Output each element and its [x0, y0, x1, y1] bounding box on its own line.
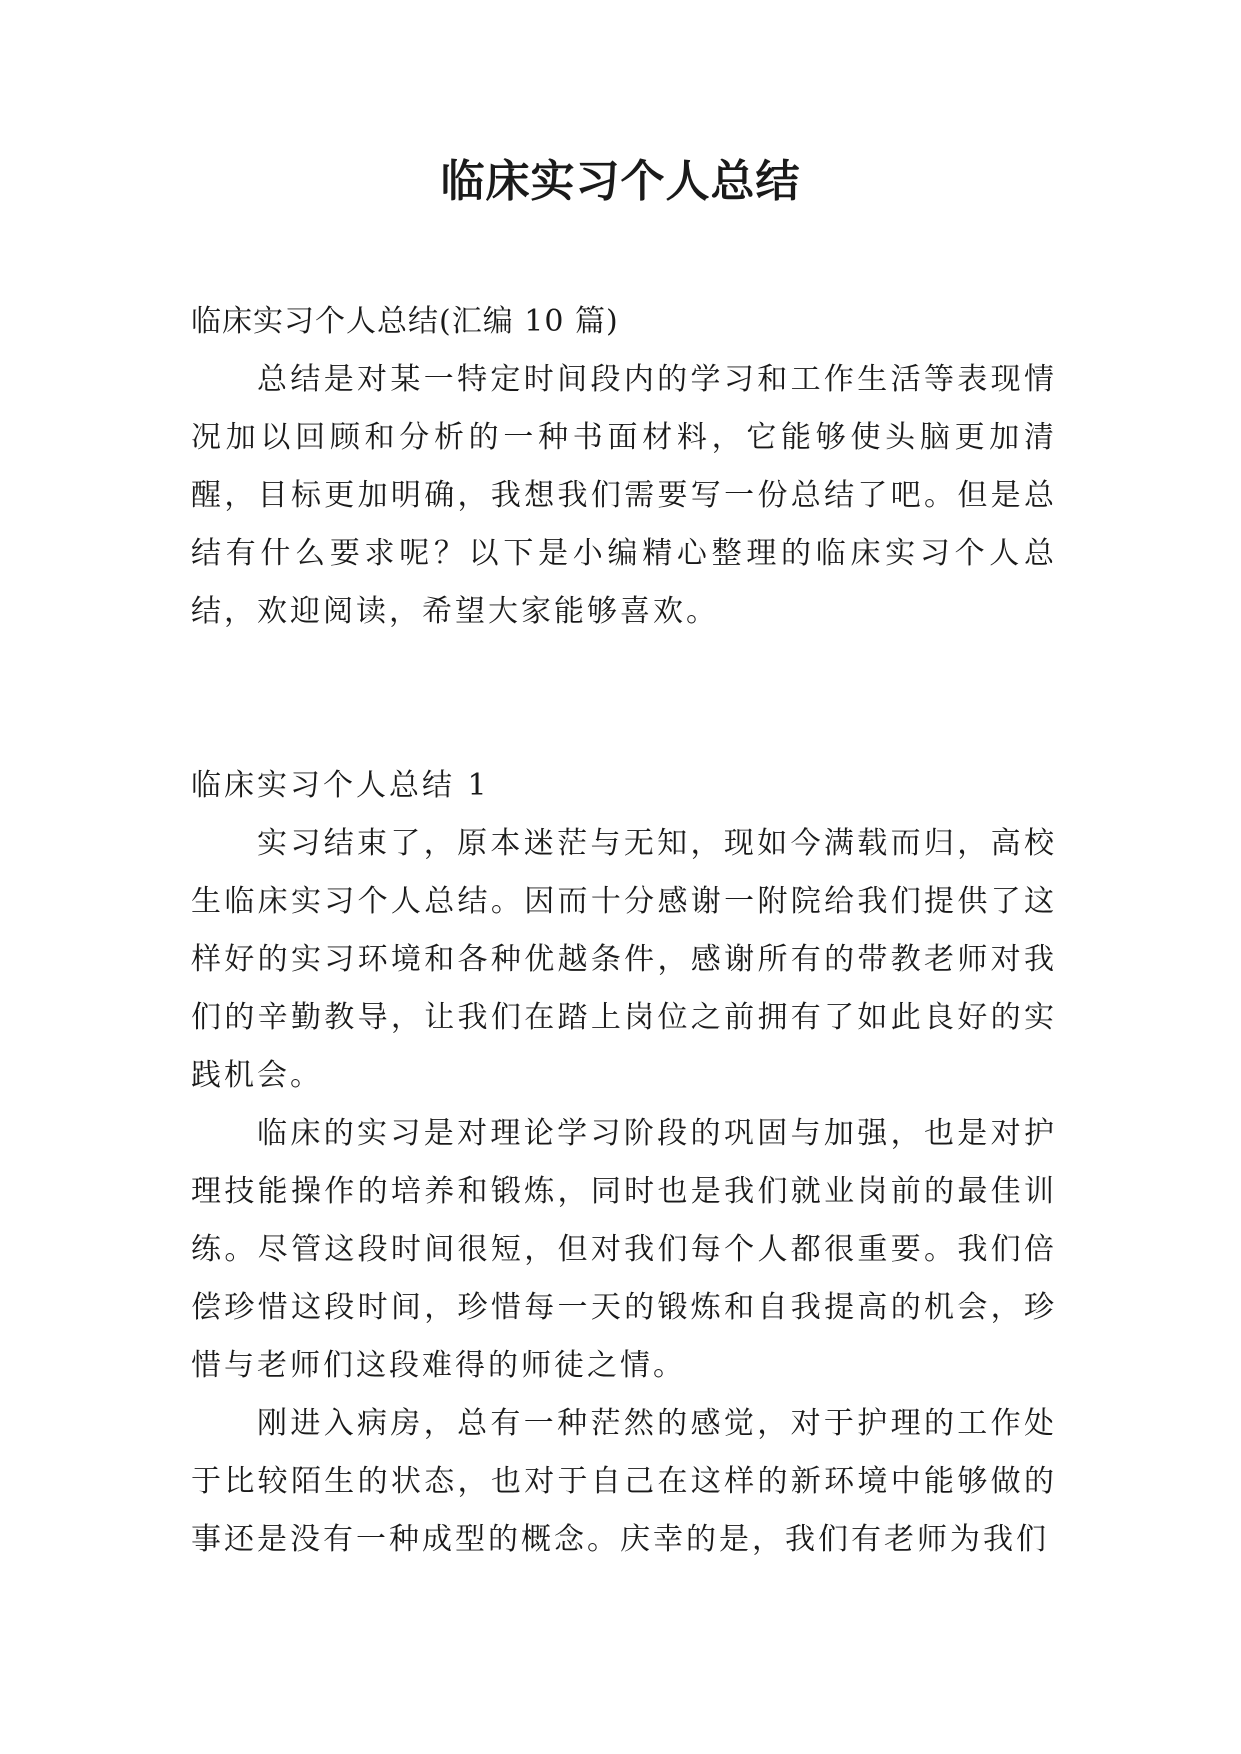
section-paragraph: 刚进入病房，总有一种茫然的感觉，对于护理的工作处于比较陌生的状态，也对于自己在这样的新环境中能够做的事还是没有一种成型的概念。庆幸的是，我们有老师为我们: [191, 1406, 1057, 1557]
section-heading: 临床实习个人总结 1: [191, 768, 490, 803]
section-spacer: [191, 641, 1057, 757]
document-title: 临床实习个人总结: [440, 156, 801, 207]
document-body: [191, 293, 1057, 1569]
section-paragraph: 实习结束了，原本迷茫与无知，现如今满载而归，高校生临床实习个人总结。因而十分感谢一附院给我们提供了这样好的实习环境和各种优越条件，感谢所有的带教老师对我们的辛勤教导，让我们在踏上岗位之前拥有了如此良好的实践机会。: [191, 826, 1057, 1093]
section-paragraph: 临床的实习是对理论学习阶段的巩固与加强，也是对护理技能操作的培养和锻炼，同时也是我们就业岗前的最佳训练。尽管这段时间很短，但对我们每个人都很重要。我们倍偿珍惜这段时间，珍惜每一天的锻炼和自我提高的机会，珍惜与老师们这段难得的师徒之情。: [191, 1116, 1057, 1383]
section-1: [191, 757, 1057, 1569]
document-subtitle: 临床实习个人总结(汇编 10 篇): [191, 304, 619, 339]
intro-paragraph: 总结是对某一特定时间段内的学习和工作生活等表现情况加以回顾和分析的一种书面材料，它能够使头脑更加清醒，目标更加明确，我想我们需要写一份总结了吧。但是总结有什么要求呢？以下是小编精心整理的临床实习个人总结，欢迎阅读，希望大家能够喜欢。: [191, 362, 1057, 629]
